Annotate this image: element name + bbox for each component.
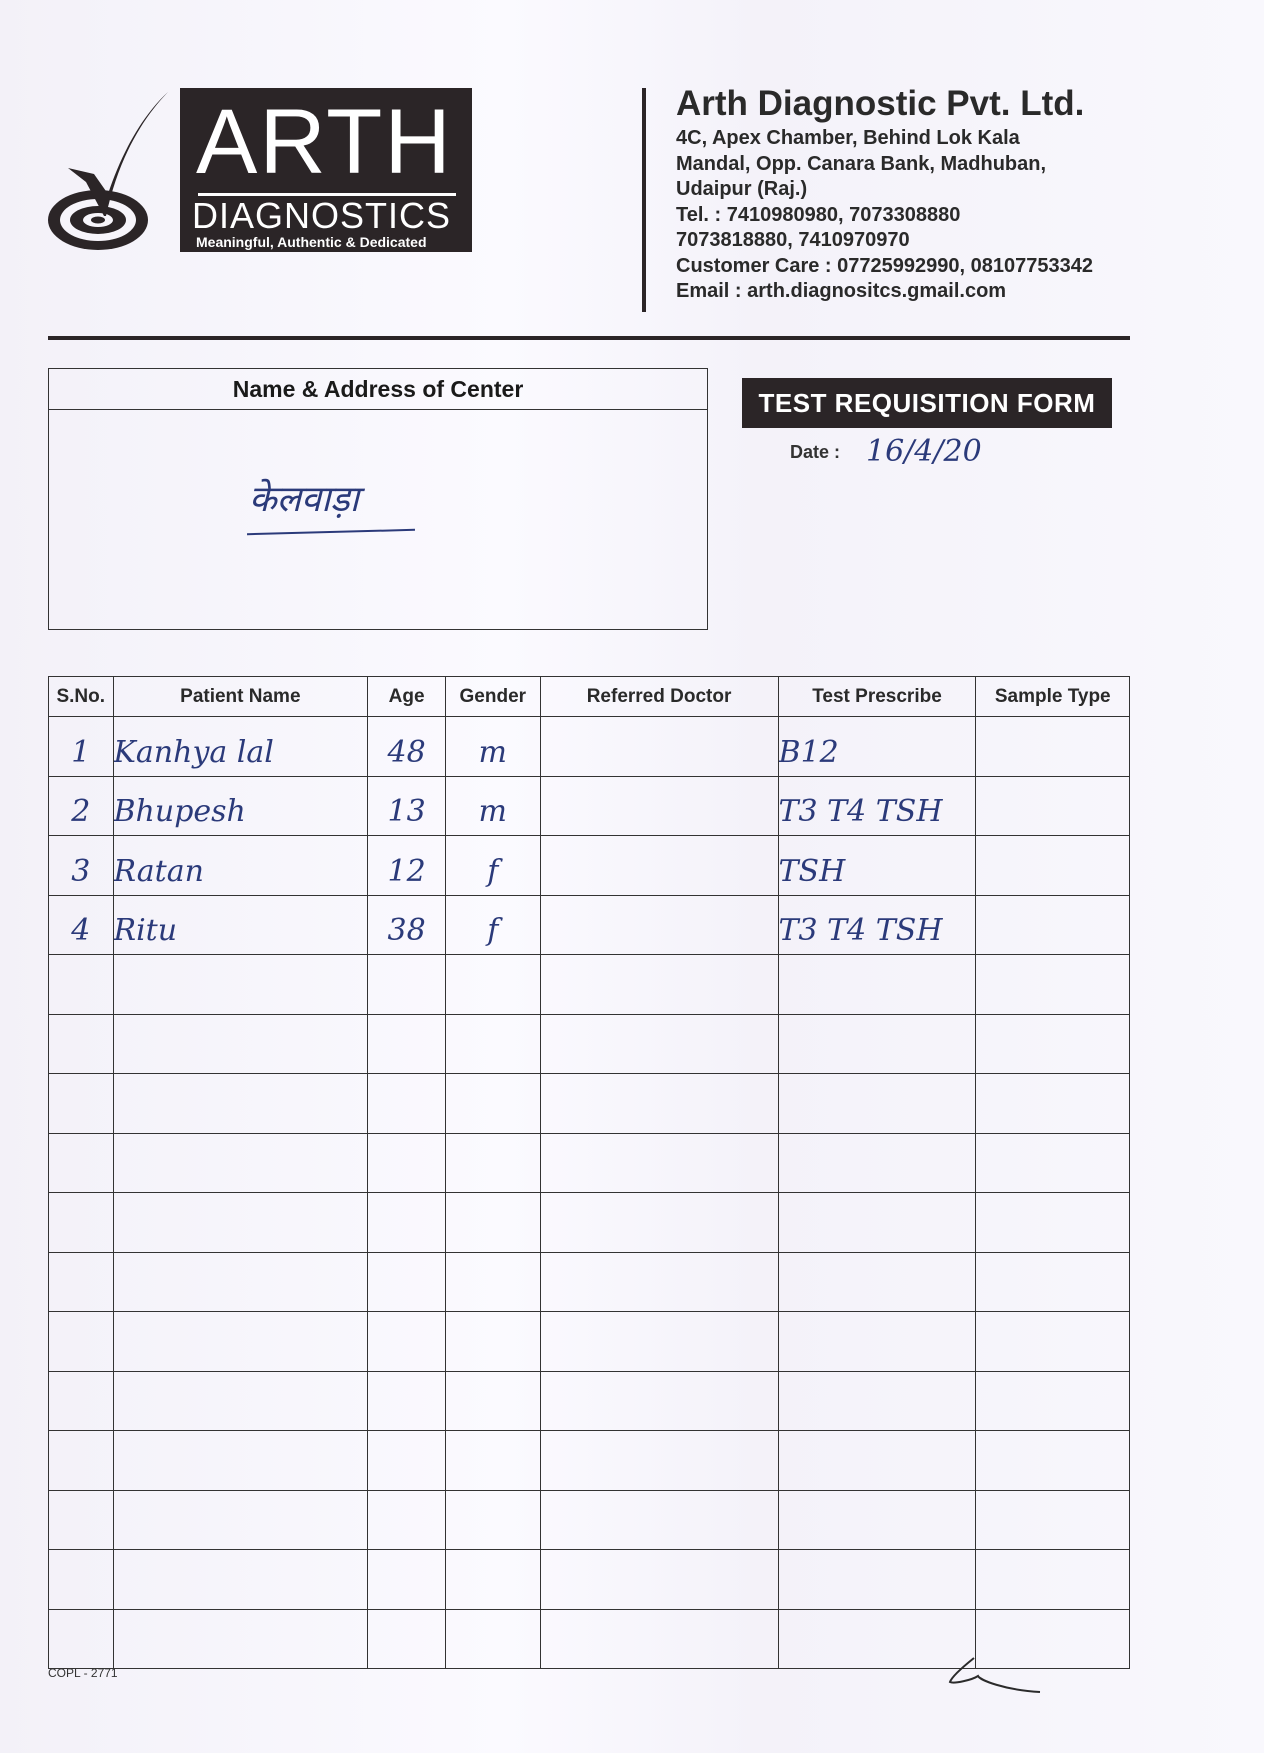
- address-line: Udaipur (Raj.): [676, 178, 808, 200]
- cell-test-prescribe: [778, 1014, 976, 1074]
- cell-sno: [49, 1252, 114, 1312]
- cell-sno: [49, 1490, 114, 1550]
- cell-referred-doctor: [540, 1193, 778, 1253]
- cell-age: [368, 1490, 446, 1550]
- logo-subword: DIAGNOSTICS: [192, 195, 452, 236]
- cell-patient-name: [113, 1252, 368, 1312]
- cell-age: [368, 1550, 446, 1610]
- phone-line: 7073818880, 7410970970: [676, 229, 910, 251]
- table-row-empty: [49, 1490, 1130, 1550]
- cell-sno: [49, 1074, 114, 1134]
- cell-patient-name: [113, 1550, 368, 1610]
- arth-target-check-logo-icon: [46, 90, 176, 260]
- cell-gender: [446, 1193, 541, 1253]
- header-referred-doctor: Referred Doctor: [540, 677, 778, 717]
- cell-sample-type: [976, 1014, 1130, 1074]
- cell-sno: [49, 1609, 114, 1669]
- cell-age: 12: [368, 836, 446, 896]
- cell-sno: 3: [49, 836, 114, 896]
- cell-referred-doctor: [540, 776, 778, 836]
- cell-sample-type: [976, 1252, 1130, 1312]
- cell-test-prescribe: [778, 1550, 976, 1610]
- patient-table: [48, 676, 1130, 1669]
- cell-sample-type: [976, 1371, 1130, 1431]
- cell-sample-type: [976, 836, 1130, 896]
- header-rule: [48, 336, 1130, 340]
- table-row: [49, 836, 1130, 896]
- header-vertical-divider: [642, 88, 646, 312]
- cell-gender: [446, 1252, 541, 1312]
- cell-referred-doctor: [540, 1371, 778, 1431]
- phone-line: Tel. : 7410980980, 7073308880: [676, 203, 961, 226]
- cell-sno: 4: [49, 895, 114, 955]
- cell-referred-doctor: [540, 1609, 778, 1669]
- cell-sample-type: [976, 895, 1130, 955]
- cell-test-prescribe: T3 T4 TSH: [778, 895, 976, 955]
- cell-age: [368, 1014, 446, 1074]
- cell-gender: f: [446, 895, 541, 955]
- cell-gender: m: [446, 776, 541, 836]
- cell-gender: [446, 1074, 541, 1134]
- email-line: Email : arth.diagnositcs.gmail.com: [676, 280, 1007, 302]
- center-box: [48, 368, 708, 630]
- table-row-empty: [49, 1133, 1130, 1193]
- cell-age: [368, 1312, 446, 1372]
- company-name: Arth Diagnostic Pvt. Ltd.: [676, 84, 1085, 123]
- cell-referred-doctor: [540, 1074, 778, 1134]
- date-value: 16/4/20: [866, 434, 982, 469]
- cell-sample-type: [976, 1133, 1130, 1193]
- cell-age: [368, 955, 446, 1015]
- cell-gender: [446, 1014, 541, 1074]
- cell-gender: [446, 1609, 541, 1669]
- cell-sno: [49, 1550, 114, 1610]
- table-row: [49, 717, 1130, 777]
- table-row-empty: [49, 1193, 1130, 1253]
- cell-age: 13: [368, 776, 446, 836]
- cell-gender: [446, 1490, 541, 1550]
- table-row: [49, 895, 1130, 955]
- cell-test-prescribe: [778, 1193, 976, 1253]
- address-line: Mandal, Opp. Canara Bank, Madhuban,: [676, 152, 1047, 175]
- table-row-empty: [49, 1252, 1130, 1312]
- table-row-empty: [49, 1014, 1130, 1074]
- header-sno: S.No.: [49, 677, 114, 717]
- cell-patient-name: [113, 1609, 368, 1669]
- form-title-banner: TEST REQUISITION FORM: [742, 378, 1112, 428]
- cell-sno: [49, 1133, 114, 1193]
- cell-patient-name: [113, 1431, 368, 1491]
- cell-sno: [49, 1312, 114, 1372]
- cell-referred-doctor: [540, 1312, 778, 1372]
- customer-care-line: Customer Care : 07725992990, 08107753342: [676, 254, 1093, 277]
- cell-test-prescribe: [778, 1312, 976, 1372]
- cell-age: [368, 1133, 446, 1193]
- cell-sno: [49, 1431, 114, 1491]
- center-heading: Name & Address of Center: [49, 369, 707, 410]
- cell-gender: f: [446, 836, 541, 896]
- table-header-row: [49, 677, 1130, 717]
- logo-tagline: Meaningful, Authentic & Dedicated: [196, 234, 427, 250]
- cell-referred-doctor: [540, 836, 778, 896]
- cell-gender: [446, 1133, 541, 1193]
- cell-test-prescribe: [778, 955, 976, 1015]
- cell-sample-type: [976, 717, 1130, 777]
- cell-test-prescribe: TSH: [778, 836, 976, 896]
- cell-gender: [446, 1312, 541, 1372]
- cell-test-prescribe: [778, 1371, 976, 1431]
- cell-sample-type: [976, 1074, 1130, 1134]
- cell-gender: [446, 1550, 541, 1610]
- cell-patient-name: [113, 955, 368, 1015]
- cell-sample-type: [976, 1550, 1130, 1610]
- cell-sno: 2: [49, 776, 114, 836]
- cell-test-prescribe: [778, 1490, 976, 1550]
- cell-test-prescribe: [778, 1252, 976, 1312]
- cell-age: [368, 1431, 446, 1491]
- table-row: [49, 776, 1130, 836]
- cell-sample-type: [976, 955, 1130, 1015]
- cell-gender: [446, 955, 541, 1015]
- cell-referred-doctor: [540, 1490, 778, 1550]
- cell-patient-name: Kanhya lal: [113, 717, 368, 777]
- cell-patient-name: [113, 1133, 368, 1193]
- cell-test-prescribe: [778, 1074, 976, 1134]
- table-row-empty: [49, 1074, 1130, 1134]
- cell-patient-name: Ritu: [113, 895, 368, 955]
- table-row-empty: [49, 1371, 1130, 1431]
- cell-age: 48: [368, 717, 446, 777]
- cell-gender: m: [446, 717, 541, 777]
- cell-test-prescribe: [778, 1133, 976, 1193]
- cell-sample-type: [976, 1193, 1130, 1253]
- logo-word: ARTH: [196, 91, 453, 193]
- cell-referred-doctor: [540, 1014, 778, 1074]
- cell-referred-doctor: [540, 895, 778, 955]
- cell-patient-name: Ratan: [113, 836, 368, 896]
- header-sample-type: Sample Type: [976, 677, 1130, 717]
- cell-sample-type: [976, 776, 1130, 836]
- header-gender: Gender: [446, 677, 541, 717]
- cell-sno: [49, 1014, 114, 1074]
- cell-referred-doctor: [540, 1133, 778, 1193]
- table-row-empty: [49, 1550, 1130, 1610]
- header-test-prescribe: Test Prescribe: [778, 677, 976, 717]
- form-code: COPL - 2771: [48, 1666, 118, 1680]
- cell-patient-name: [113, 1193, 368, 1253]
- table-row-empty: [49, 1431, 1130, 1491]
- cell-age: [368, 1193, 446, 1253]
- cell-sno: [49, 955, 114, 1015]
- header-age: Age: [368, 677, 446, 717]
- cell-patient-name: [113, 1014, 368, 1074]
- cell-age: 38: [368, 895, 446, 955]
- cell-age: [368, 1371, 446, 1431]
- cell-test-prescribe: [778, 1431, 976, 1491]
- cell-test-prescribe: T3 T4 TSH: [778, 776, 976, 836]
- date-label: Date :: [790, 442, 841, 462]
- cell-referred-doctor: [540, 717, 778, 777]
- cell-patient-name: [113, 1371, 368, 1431]
- cell-gender: [446, 1431, 541, 1491]
- center-underline: [247, 529, 415, 535]
- arth-logo-box: [180, 88, 472, 252]
- cell-sno: 1: [49, 717, 114, 777]
- header-patient-name: Patient Name: [113, 677, 368, 717]
- cell-age: [368, 1252, 446, 1312]
- cell-referred-doctor: [540, 1252, 778, 1312]
- cell-sample-type: [976, 1490, 1130, 1550]
- cell-gender: [446, 1371, 541, 1431]
- cell-sample-type: [976, 1431, 1130, 1491]
- center-handwritten-value: केलवाड़ा: [249, 479, 359, 520]
- cell-referred-doctor: [540, 1431, 778, 1491]
- signature-mark: [944, 1650, 1044, 1700]
- cell-patient-name: [113, 1074, 368, 1134]
- address-line: 4C, Apex Chamber, Behind Lok Kala: [676, 127, 1020, 149]
- cell-sno: [49, 1193, 114, 1253]
- cell-referred-doctor: [540, 1550, 778, 1610]
- cell-patient-name: Bhupesh: [113, 776, 368, 836]
- table-row-empty: [49, 1312, 1130, 1372]
- cell-patient-name: [113, 1312, 368, 1372]
- cell-age: [368, 1609, 446, 1669]
- cell-patient-name: [113, 1490, 368, 1550]
- company-info: [676, 82, 1093, 305]
- cell-age: [368, 1074, 446, 1134]
- cell-test-prescribe: B12: [778, 717, 976, 777]
- cell-sno: [49, 1371, 114, 1431]
- cell-referred-doctor: [540, 955, 778, 1015]
- cell-sample-type: [976, 1312, 1130, 1372]
- table-row-empty: [49, 955, 1130, 1015]
